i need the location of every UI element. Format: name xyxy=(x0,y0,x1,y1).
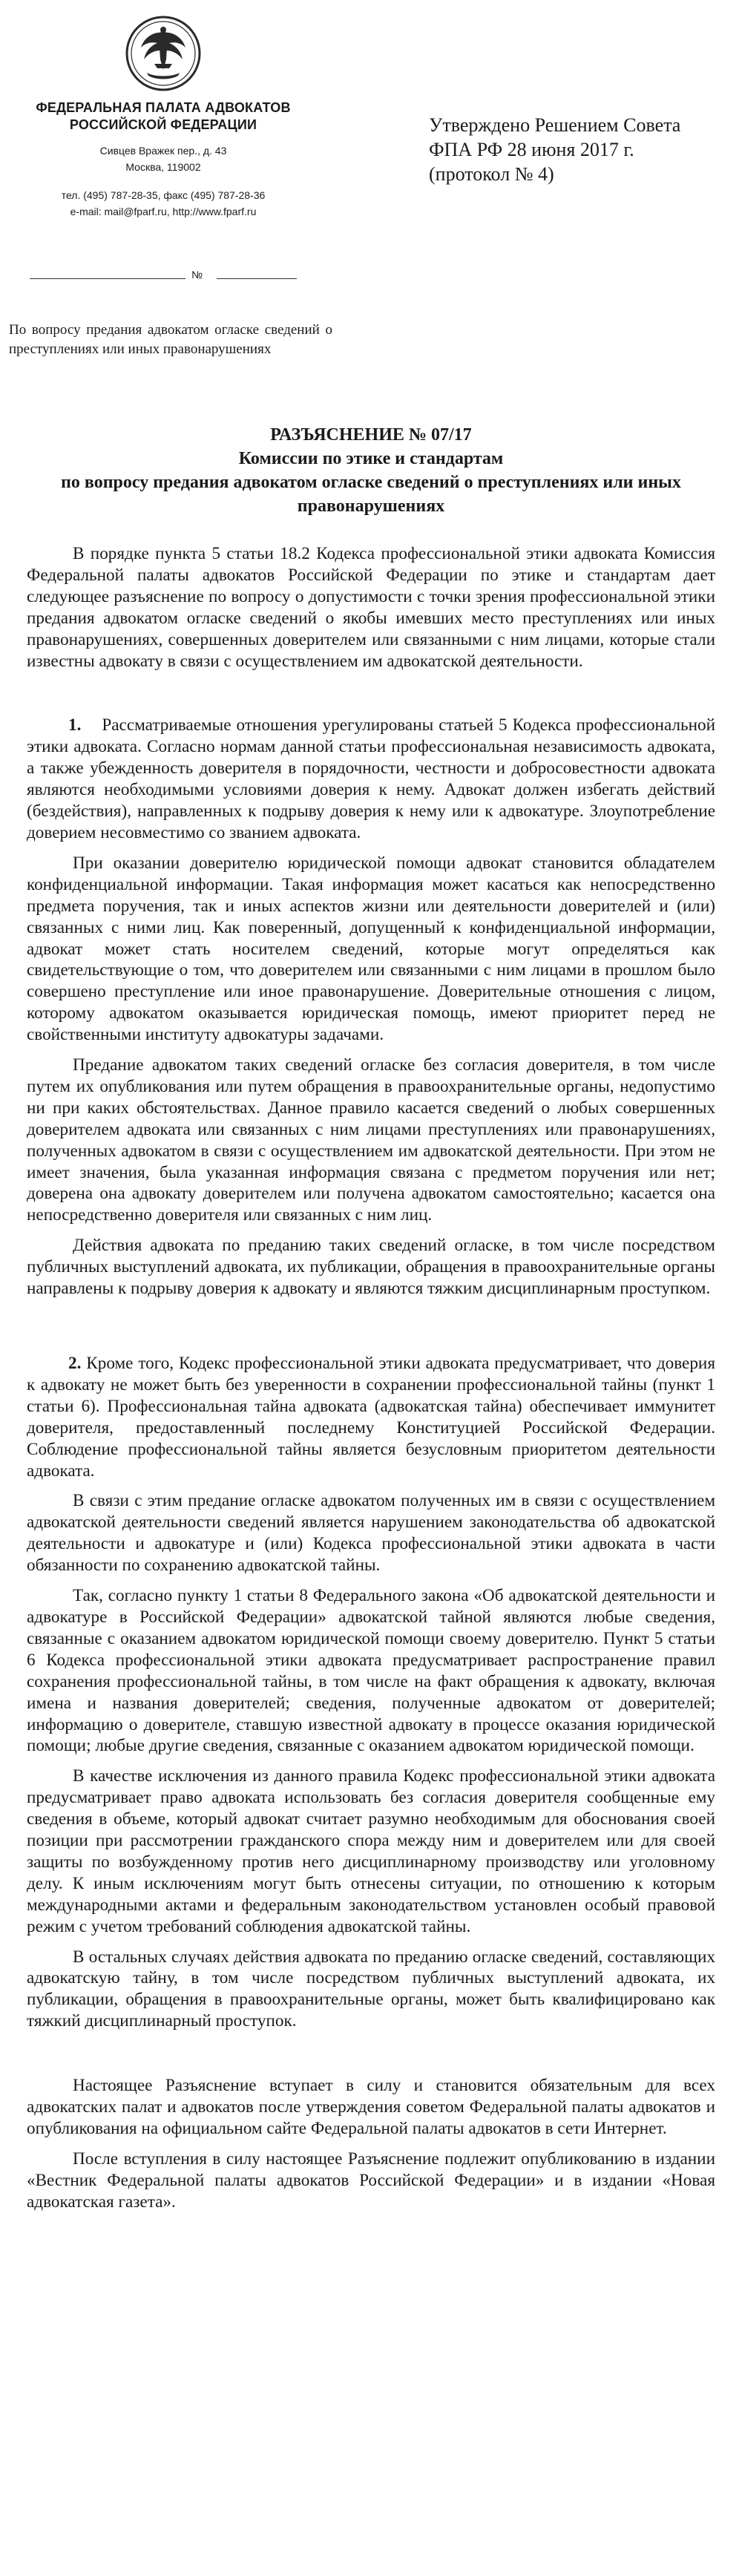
section-2-number: 2. xyxy=(68,1354,82,1373)
section-2-paragraph-2: В связи с этим предание огласке адвокатом полученных им в связи с осуществлением адвокатской деятельности сведений является нарушением законодательства об адвокатской деятельности и адвокатуре и (или) Кодекса профессиональной этики адвоката в части обязанности по сохранению адвокатской тайны. xyxy=(27,1491,715,1576)
section-2-paragraph-3: Так, согласно пункту 1 статьи 8 Федерального закона «Об адвокатской деятельности и адвокатуре в Российской Федерации» адвокатской тайной являются любые сведения, связанные с оказанием адвокатом юридической помощи своему доверителю. Пункт 5 статьи 6 Кодекса профессиональной этики адвоката предусматривает распространение правил сохранения профессиональной тайны, в том числе на факт обращения к адвокату, включая имена и названия доверителей; сведения, полученные адвокатом от доверителей; информацию о доверителе, ставшую известной адвокату в процессе оказания юридической помощи; любые другие сведения, связанные с оказанием адвокатом юридической помощи. xyxy=(27,1586,715,1756)
org-name-line2: РОССИЙСКОЙ ФЕДЕРАЦИИ xyxy=(69,117,257,132)
approval-line3: (протокол № 4) xyxy=(429,163,554,185)
document-subject: По вопросу предания адвокатом огласке сведений о преступлениях или иных правонарушениях xyxy=(9,322,332,357)
section-1-paragraph-4: Действия адвоката по преданию таких сведений огласке, в том числе посредством публичных выступлений адвоката, их публикации, обращения в правоохранительные органы направлены к подрыву доверия к адвокату и являются тяжким дисциплинарным проступком. xyxy=(27,1236,715,1299)
section-1-paragraph-3: Предание адвокатом таких сведений огласке без согласия доверителя, в том числе путем их опубликования или путем обращения в правоохранительные органы, недопустимо ни при каких обстоятельствах. Данное правило касается сведений о любых совершенных доверителем адвоката или связанных с ним лицами преступлениях или правонарушениях, полученных адвокатом в связи с осуществлением им адвокатской деятельности. При этом не имеет значения, была указанная информация связана с предметом поручения или нет; доверена она адвокату доверителем или получена адвокатом самостоятельно; касается она непосредственно доверителя или связанных с ним лиц. xyxy=(27,1055,715,1225)
title-line1: РАЗЪЯСНЕНИЕ № 07/17 xyxy=(270,425,472,445)
approval-note xyxy=(429,113,726,186)
number-sign: № xyxy=(191,269,203,281)
section-1-paragraph-1-text: Рассматриваемые отношения урегулированы статьей 5 Кодекса профессиональной этики адвоката. Согласно нормам данной статьи профессиональная независимость адвоката, а также убежденность доверителя в порядочности, честности и добросовестности адвоката являются необходимыми условиями доверия к нему. Адвокат должен избегать действий (бездействия), направленных к подрыву доверия к нему или к адвокатуре. Злоупотребление доверием несовместимо со званием адвоката. xyxy=(27,715,715,842)
intro-paragraph: В порядке пункта 5 статьи 18.2 Кодекса профессиональной этики адвоката Комиссия Федеральной палаты адвокатов Российской Федерации по этике и стандартам дает следующее разъяснение по вопросу о допустимости с точки зрения профессиональной этики предания адвокатом огласке сведений о якобы имевших место преступлениях или иных правонарушениях, совершенных доверителем или связанными с ним лицами, которые стали известны адвокату в связи с осуществлением им адвокатской деятельности. xyxy=(27,544,715,671)
address-line1: Сивцев Вражек пер., д. 43 xyxy=(99,145,227,157)
approval-line1: Утверждено Решением Совета xyxy=(429,114,681,136)
email-line: e-mail: mail@fparf.ru, http://www.fparf.ru xyxy=(70,206,257,217)
final-paragraph-1: Настоящее Разъяснение вступает в силу и становится обязательным для всех адвокатских палат и адвокатов после утверждения советом Федеральной палаты адвокатов и опубликования на официальном сайте Федеральной палаты адвокатов в сети Интернет. xyxy=(27,2076,715,2138)
approval-line2: ФПА РФ 28 июня 2017 г. xyxy=(429,139,634,160)
document-body xyxy=(27,543,715,2213)
organization-header xyxy=(30,15,297,220)
address-line2: Москва, 119002 xyxy=(125,161,201,173)
registration-number-line xyxy=(30,264,297,282)
title-line2: Комиссии по этике и стандартам xyxy=(238,449,504,468)
section-2-paragraph-5: В остальных случаях действия адвоката по преданию огласке сведений, составляющих адвокатскую тайну, в том числе посредством публичных выступлений адвоката, их публикации, обращения в правоохранительные органы, может быть квалифицировано как тяжкий дисциплинарный проступок. xyxy=(27,1947,715,2031)
number-blank xyxy=(217,278,297,279)
section-2-paragraph-4: В качестве исключения из данного правила Кодекс профессиональной этики адвоката предусматривает право адвоката использовать без согласия доверителя сообщенные ему сведения в объеме, который адвокат считает разумно необходимым для обоснования своей позиции при рассмотрении гражданского спора между ним и доверителем или для своей защиты по возбужденному против него дисциплинарному производству или уголовному делу. К иным исключениям могут быть отнесены ситуации, по отношению к которым международными актами и федеральным законодательством установлен особый правовой режим с учетом требований соблюдения адвокатской тайны. xyxy=(27,1766,715,1936)
section-1-paragraph-1 xyxy=(27,715,715,843)
org-name-line1: ФЕДЕРАЛЬНАЯ ПАЛАТА АДВОКАТОВ xyxy=(36,100,291,115)
date-blank xyxy=(30,278,186,279)
document-title xyxy=(30,423,712,518)
section-1-number: 1. xyxy=(68,715,82,735)
title-line3: по вопросу предания адвокатом огласке сведений о преступлениях или иных правонарушениях xyxy=(61,473,681,516)
section-2-paragraph-1 xyxy=(27,1353,715,1481)
fpa-emblem-icon xyxy=(125,15,202,92)
section-1-paragraph-2: При оказании доверителю юридической помощи адвокат становится обладателем конфиденциальной информации. Такая информация может касаться как непосредственно предмета поручения, так и иных аспектов жизни или деятельности доверителей и (или) связанных с ними лиц. Как поверенный, допущенный к конфиденциальной информации, адвокат может стать носителем сведений, которые могут определяться как свидетельствующие о том, что доверителем или связанными с ним лицами в прошлом было совершено преступление или иное правонарушение. Доверительные отношения с лицом, которому адвокатом оказывается юридическая помощь, имеют приоритет перед не свойственными институту адвокатуры задачами. xyxy=(27,853,715,1045)
final-paragraph-2: После вступления в силу настоящее Разъяснение подлежит опубликованию в издании «Вестник Федеральной палаты адвокатов Российской Федерации» и в издании «Новая адвокатская газета». xyxy=(27,2149,715,2212)
section-2-paragraph-1-text: Кроме того, Кодекс профессиональной этики адвоката предусматривает, что доверия к адвокату не может быть без уверенности в сохранении профессиональной тайны (пункт 1 статьи 6). Профессиональная тайна адвоката (адвокатская тайна) обеспечивает иммунитет доверителя, предоставленный последнему Конституцией Российской Федерации. Соблюдение профессиональной тайны является безусловным приоритетом деятельности адвоката. xyxy=(27,1354,715,1481)
phone-line: тел. (495) 787-28-35, факс (495) 787-28-36 xyxy=(61,189,266,201)
